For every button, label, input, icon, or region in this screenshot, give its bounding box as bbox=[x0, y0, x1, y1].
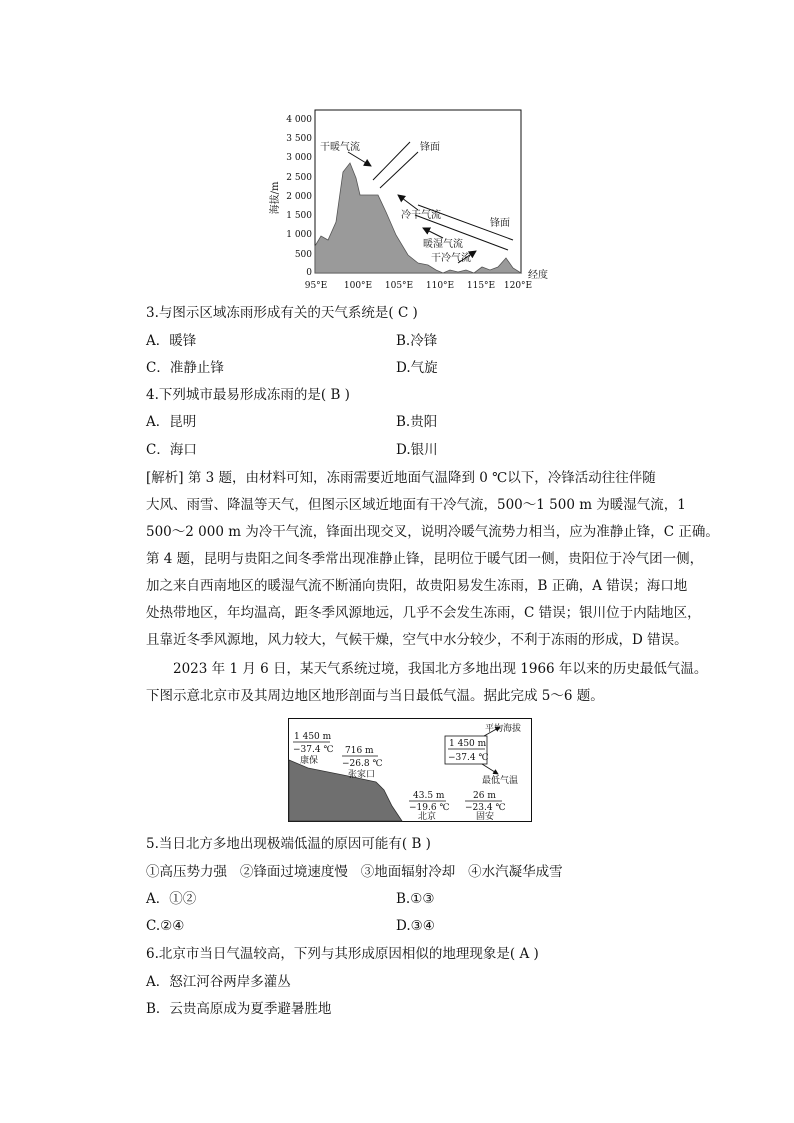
question-3-option-b: B.冷锋 bbox=[396, 333, 438, 349]
analysis-line: 且靠近冬季风源地，风力较大，气候干燥，空气中水分较少，不利于冻雨的形成，D 错误。 bbox=[146, 632, 688, 648]
question-6-option-b: B．云贵高原成为夏季避暑胜地 bbox=[146, 1001, 332, 1017]
question-5-option-d: D.③④ bbox=[396, 918, 435, 934]
legend-temperature: −37.4 ℃ bbox=[448, 753, 489, 763]
analysis-line: 处热带地区，年均温高，距冬季风源地远，几乎不会发生冻雨，C 错误；银川位于内陆地区， bbox=[146, 605, 701, 621]
front-label-upper: 锋面 bbox=[420, 142, 440, 153]
legend-elevation: 1 450 m bbox=[449, 739, 487, 749]
kangbao-name: 康保 bbox=[300, 756, 319, 766]
analysis-line: 大风、雨雪、降温等天气，但图示区域近地面有干冷气流，500～1 500 m 为暖湿气流，1 bbox=[146, 497, 686, 513]
beijing-temperature: −19.6 ℃ bbox=[409, 803, 450, 813]
guan-name: 固安 bbox=[476, 812, 495, 822]
beijing-profile-diagram bbox=[288, 718, 532, 822]
x-tick: 100°E bbox=[343, 281, 373, 291]
x-axis-label: 经度 bbox=[528, 270, 548, 281]
question-5-items: ①高压势力强 ②锋面过境速度慢 ③地面辐射冷却 ④水汽凝华成雪 bbox=[146, 864, 563, 880]
y-tick: 4 000 bbox=[286, 115, 312, 125]
guan-elevation: 26 m bbox=[473, 791, 496, 801]
guan-temperature: −23.4 ℃ bbox=[465, 803, 506, 813]
legend-min-label: 最低气温 bbox=[482, 776, 519, 786]
material-line: 下图示意北京市及其周边地区地形剖面与当日最低气温。据此完成 5～6 题。 bbox=[146, 688, 604, 704]
material-line: 2023 年 1 月 6 日，某天气系统过境，我国北方多地出现 1966 年以来的历史最低气温。 bbox=[173, 661, 708, 677]
y-tick: 2 500 bbox=[286, 173, 312, 183]
analysis-paragraph bbox=[146, 465, 719, 654]
question-5-option-c: C.②④ bbox=[146, 918, 185, 934]
y-tick: 0 bbox=[306, 268, 312, 278]
dry-cold-flow-label: 干冷气流 bbox=[431, 253, 471, 264]
kangbao-elevation: 1 450 m bbox=[294, 732, 332, 742]
front-label-lower: 锋面 bbox=[490, 218, 510, 229]
question-4-stem: 4.下列城市最易形成冻雨的是( B ) bbox=[146, 387, 350, 403]
x-tick: 115°E bbox=[466, 281, 496, 291]
legend-avg-label: 平均海拔 bbox=[485, 724, 522, 734]
question-4-option-b: B.贵阳 bbox=[396, 414, 438, 430]
x-tick: 110°E bbox=[425, 281, 455, 291]
warm-moist-flow-label: 暖湿气流 bbox=[423, 239, 463, 250]
question-3-option-a: A．暖锋 bbox=[146, 333, 197, 349]
y-axis-label: 海拔/m bbox=[270, 181, 281, 215]
question-4-option-d: D.银川 bbox=[396, 442, 438, 458]
y-tick: 3 500 bbox=[286, 134, 312, 144]
question-4-option-c: C．海口 bbox=[146, 442, 197, 458]
question-3-stem: 3.与图示区域冻雨形成有关的天气系统是( C ) bbox=[146, 305, 418, 321]
question-5-stem: 5.当日北方多地出现极端低温的原因可能有( B ) bbox=[146, 836, 431, 852]
material-paragraph bbox=[146, 656, 708, 710]
y-tick: 2 000 bbox=[286, 192, 312, 202]
question-6-option-a: A．怒江河谷两岸多灌丛 bbox=[146, 974, 291, 990]
x-tick: 105°E bbox=[384, 281, 414, 291]
y-tick: 1 500 bbox=[286, 211, 312, 221]
y-tick: 500 bbox=[294, 250, 312, 260]
question-3-option-c: C．准静止锋 bbox=[146, 360, 224, 376]
y-tick: 1 000 bbox=[286, 230, 312, 240]
analysis-line: 加之来自西南地区的暖湿气流不断涌向贵阳，故贵阳易发生冻雨，B 正确，A 错误；海口地 bbox=[146, 578, 688, 594]
y-tick: 3 000 bbox=[286, 153, 312, 163]
kangbao-temperature: −37.4 ℃ bbox=[293, 745, 334, 755]
warm-moist-flow-arrow bbox=[423, 228, 443, 238]
zhangjiakou-temperature: −26.8 ℃ bbox=[342, 759, 383, 769]
front-line-upper-b bbox=[380, 152, 418, 188]
zhangjiakou-elevation: 716 m bbox=[345, 746, 374, 756]
question-4-option-a: A．昆明 bbox=[146, 414, 197, 430]
terrain-front-diagram bbox=[268, 100, 558, 296]
cold-dry-flow-label: 冷干气流 bbox=[401, 210, 441, 221]
analysis-line: [解析] 第 3 题，由材料可知，冻雨需要近地面气温降到 0 ℃以下，冷锋活动往往伴随 bbox=[146, 470, 656, 486]
beijing-elevation: 43.5 m bbox=[413, 791, 445, 801]
analysis-line: 500～2 000 m 为冷干气流，锋面出现交叉，说明冷暖气流势力相当，应为准静止锋，C 正确。 bbox=[146, 524, 719, 540]
analysis-line: 第 4 题，昆明与贵阳之间冬季常出现准静止锋，昆明位于暖气团一侧，贵阳位于冷气团一侧， bbox=[146, 551, 704, 567]
x-tick: 95°E bbox=[304, 281, 328, 291]
question-5-option-a: A．①② bbox=[146, 891, 197, 907]
beijing-name: 北京 bbox=[418, 812, 437, 822]
x-tick: 120°E bbox=[503, 281, 533, 291]
front-line-upper-a bbox=[373, 142, 410, 180]
zhangjiakou-name: 张家口 bbox=[348, 770, 376, 780]
dry-warm-flow-arrow bbox=[348, 152, 371, 166]
dry-warm-flow-label: 干暖气流 bbox=[320, 142, 360, 153]
question-6-stem: 6.北京市当日气温较高，下列与其形成原因相似的地理现象是( A ) bbox=[146, 946, 539, 962]
cold-dry-flow-arrow bbox=[398, 195, 418, 210]
question-3-option-d: D.气旋 bbox=[396, 360, 438, 376]
question-5-option-b: B.①③ bbox=[396, 891, 435, 907]
